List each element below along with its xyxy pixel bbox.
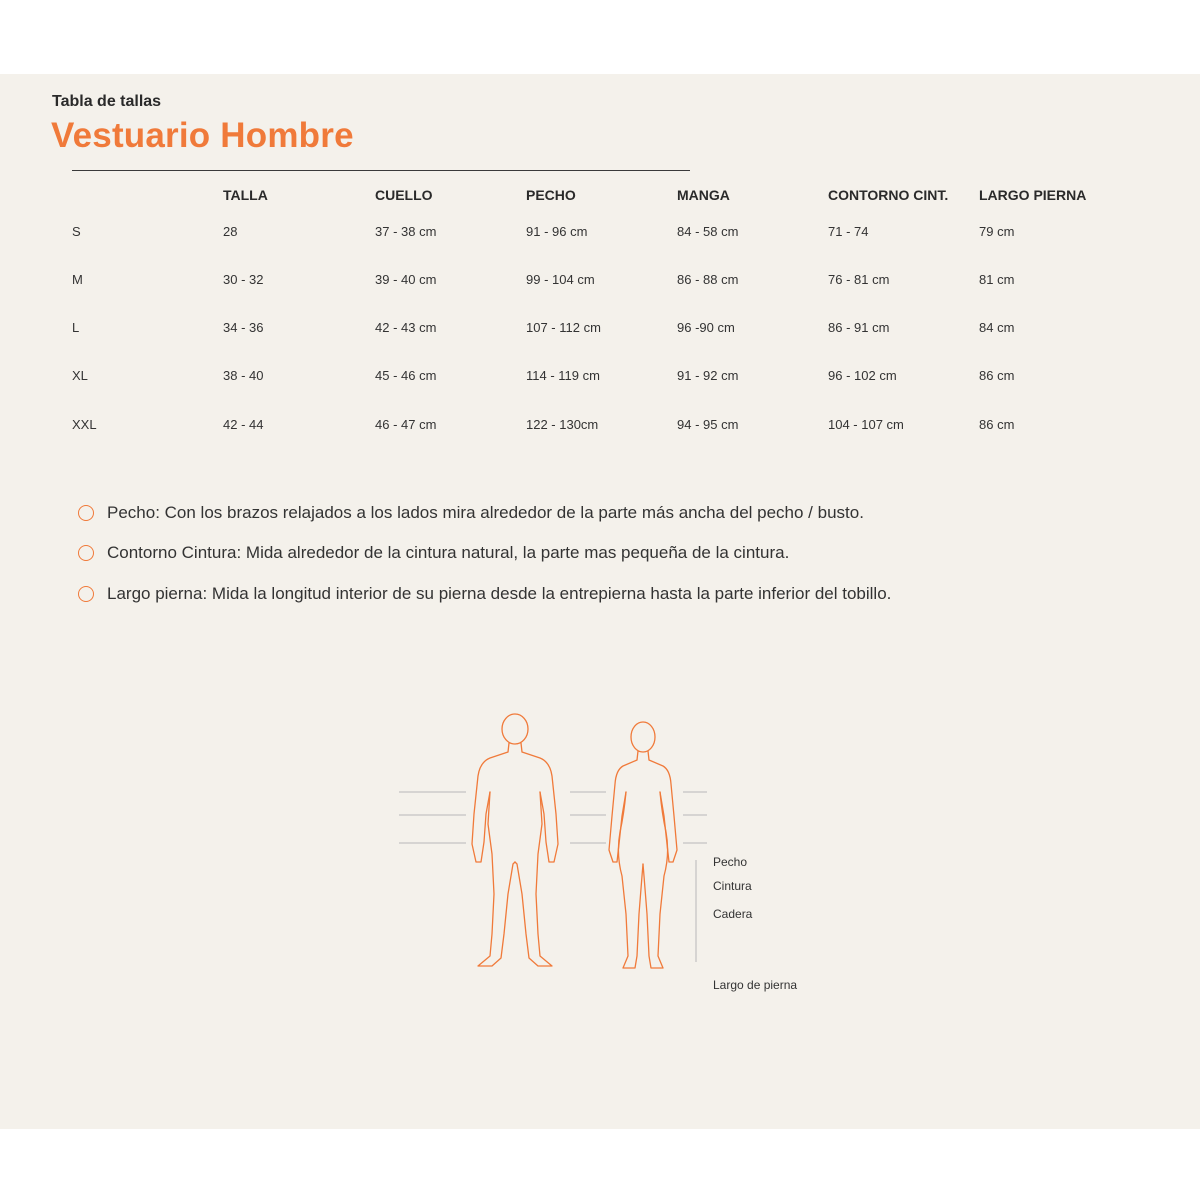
male-figure-outline [472, 714, 558, 966]
cuello-cell: 39 - 40 cm [375, 272, 437, 287]
largo-cell: 86 cm [979, 368, 1015, 383]
contorno-cell: 86 - 91 cm [828, 320, 890, 335]
column-header-contorno-cint: CONTORNO CINT. [828, 187, 949, 203]
largo-cell: 79 cm [979, 224, 1015, 239]
body-outline-illustration [380, 704, 840, 984]
pecho-cell: 107 - 112 cm [526, 320, 601, 335]
body-measurement-figure [380, 704, 840, 992]
pecho-cell: 91 - 96 cm [526, 224, 588, 239]
female-figure-outline [609, 722, 677, 968]
manga-cell: 94 - 95 cm [677, 417, 739, 432]
column-header-manga: MANGA [677, 187, 730, 203]
largo-cell: 81 cm [979, 272, 1015, 287]
contorno-cell: 104 - 107 cm [828, 417, 904, 432]
size-label: XXL [72, 417, 97, 432]
manga-cell: 84 - 58 cm [677, 224, 739, 239]
note-text: Contorno Cintura: Mida alrededor de la cintura natural, la parte mas pequeña de la cintura. [107, 543, 790, 562]
figure-label-largo-pierna: Largo de pierna [713, 978, 798, 992]
pecho-cell: 99 - 104 cm [526, 272, 595, 287]
size-label: XL [72, 368, 88, 383]
bullet-circle-icon [78, 505, 94, 521]
largo-cell: 86 cm [979, 417, 1015, 432]
list-item [78, 501, 864, 525]
figure-label-cintura: Cintura [713, 879, 752, 893]
pecho-cell: 122 - 130cm [526, 417, 599, 432]
cuello-cell: 45 - 46 cm [375, 368, 437, 383]
title-divider [72, 170, 690, 171]
talla-cell: 42 - 44 [223, 417, 264, 432]
bullet-circle-icon [78, 545, 94, 561]
chart-title: Vestuario Hombre [51, 116, 354, 155]
size-label: L [72, 320, 80, 335]
note-text: Pecho: Con los brazos relajados a los lados mira alrededor de la parte más ancha del pecho / busto. [107, 503, 864, 522]
chart-subtitle: Tabla de tallas [52, 93, 162, 110]
note-text: Largo pierna: Mida la longitud interior de su pierna desde la entrepierna hasta la parte inferior del tobillo. [107, 584, 892, 603]
manga-cell: 91 - 92 cm [677, 368, 739, 383]
talla-cell: 34 - 36 [223, 320, 264, 335]
list-item [78, 541, 789, 565]
column-header-largo-pierna: LARGO PIERNA [979, 187, 1087, 203]
talla-cell: 38 - 40 [223, 368, 264, 383]
figure-label-pecho: Pecho [713, 855, 748, 869]
size-label: S [72, 224, 81, 239]
column-header-cuello: CUELLO [375, 187, 433, 203]
cuello-cell: 46 - 47 cm [375, 417, 437, 432]
column-header-talla: TALLA [223, 187, 268, 203]
manga-cell: 96 -90 cm [677, 320, 735, 335]
largo-cell: 84 cm [979, 320, 1015, 335]
cuello-cell: 37 - 38 cm [375, 224, 437, 239]
talla-cell: 28 [223, 224, 238, 239]
pecho-cell: 114 - 119 cm [526, 368, 600, 383]
column-header-pecho: PECHO [526, 187, 576, 203]
list-item [78, 582, 891, 606]
manga-cell: 86 - 88 cm [677, 272, 739, 287]
size-label: M [72, 272, 83, 287]
size-chart-panel [0, 74, 1200, 1129]
contorno-cell: 96 - 102 cm [828, 368, 897, 383]
contorno-cell: 71 - 74 [828, 224, 869, 239]
cuello-cell: 42 - 43 cm [375, 320, 437, 335]
bullet-circle-icon [78, 586, 94, 602]
contorno-cell: 76 - 81 cm [828, 272, 890, 287]
figure-label-cadera: Cadera [713, 907, 753, 921]
talla-cell: 30 - 32 [223, 272, 264, 287]
